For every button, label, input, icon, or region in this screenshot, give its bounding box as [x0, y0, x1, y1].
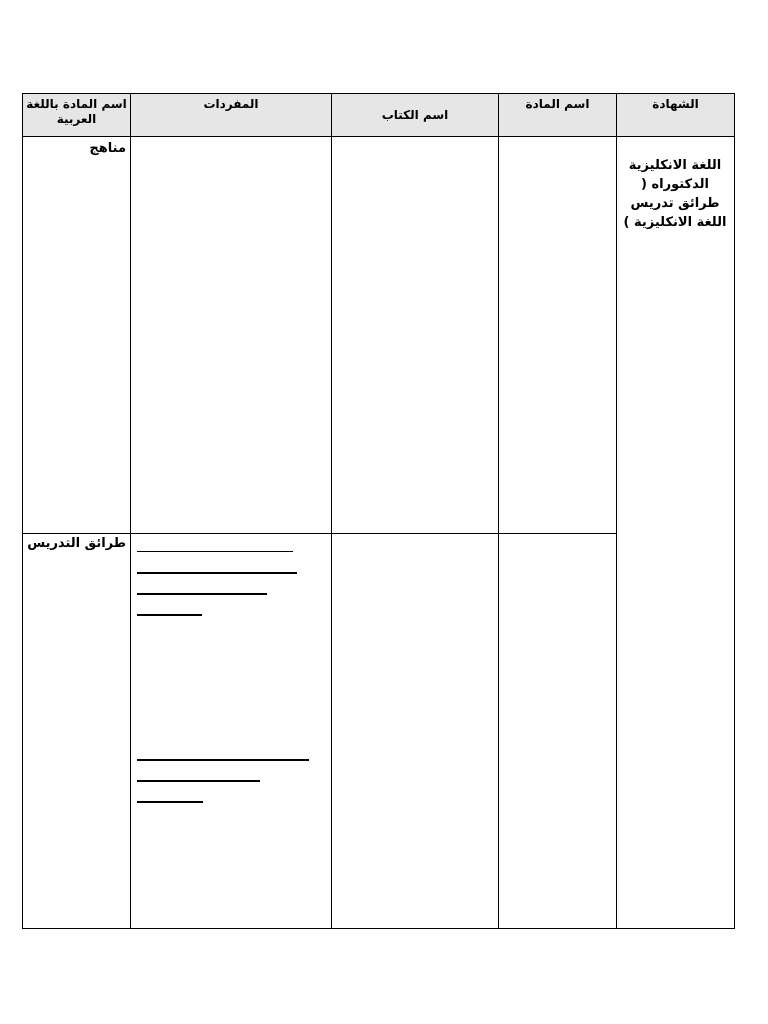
header-certificate: الشهادة — [652, 97, 699, 111]
blank-line — [137, 801, 203, 803]
blank-line — [137, 759, 309, 761]
subject-arabic-cell: مناهج — [89, 141, 126, 156]
blank-line — [137, 572, 297, 574]
subject-arabic-cell: طرائق التدريس — [27, 536, 126, 551]
header-subject-arabic: اسم المادة باللغة العربية — [26, 97, 127, 126]
row-divider — [23, 533, 617, 534]
column-divider — [616, 94, 617, 928]
header-book-name: اسم الكتاب — [381, 108, 449, 122]
blank-line — [137, 593, 267, 595]
blank-line — [137, 780, 260, 782]
column-divider — [331, 94, 332, 928]
column-divider — [130, 94, 131, 928]
blank-line — [137, 551, 293, 552]
header-subject-name: اسم المادة — [525, 97, 590, 111]
header-vocabulary: المفردات — [203, 97, 259, 111]
blank-line — [137, 614, 202, 616]
certificate-value: اللغة الانكليزية الدكتوراه ( طرائق تدريس اللغة الانكليزية ) — [623, 158, 727, 230]
curriculum-table — [22, 93, 735, 929]
column-divider — [498, 94, 499, 928]
